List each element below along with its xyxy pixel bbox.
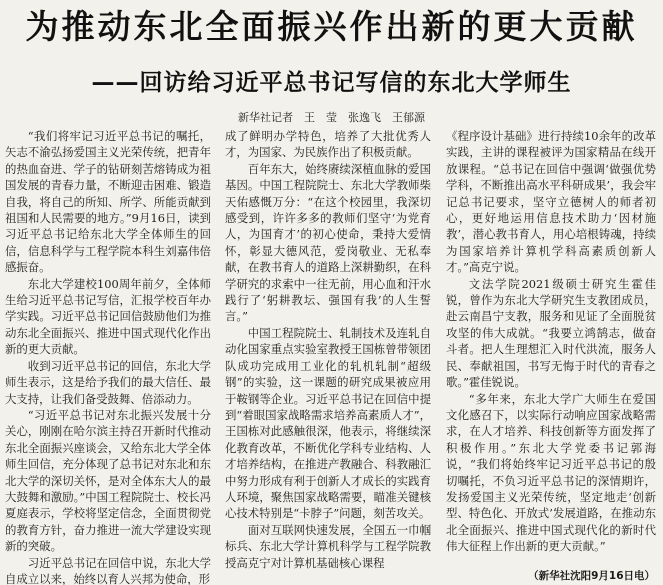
article-paragraph: “习近平总书记对东北振兴发展十分关心，刚刚在哈尔滨主持召开新时代推动东北全面振兴座谈会，又给东北大学全体师生回信，充分体现了总书记对东北和东北大学的深切关怀，是对全体东大人的最大鼓舞和激励。”中国工程院院士、校长冯夏庭表示，学校将坚定信念，全面贯彻党的教育方针，奋力推进一流大学建设实现新的突破。 [5,407,211,554]
article-column-2 [225,128,431,585]
article-paragraph: 成了鲜明办学特色，培养了大批优秀人才，为国家、为民族作出了积极贡献。 [225,129,431,160]
article-paragraph: 习近平总书记在回信中说，东北大学自成立以来，始终以育人兴邦为使命，形 [5,555,211,585]
dateline: （新华社沈阳9月16日电） [522,567,655,585]
article-column-3 [446,128,656,585]
article-paragraph: 中国工程院院士、轧制技术及连轧自动化国家重点实验室教授王国栋曾带领团队成功完成用工业化的轧机轧制“超级钢”的实验，这一课题的研究成果被应用于鞍钢等企业。习近平总书记在回信中提到“着眼国家战略需求培养高素质人才”，王国栋对此感触很深，他表示，将继续深化教育改革，不断优化学科专业结构、人才培养结构，在推进产教融合、科教融汇中努力形成有利于创新人才成长的实践育人环境，聚焦国家战略需要，瞄准关键核心技术特别是“卡脖子”问题，刻苦攻关。 [225,325,431,521]
article-paragraph: “我们将牢记习近平总书记的嘱托，矢志不渝弘扬爱国主义光荣传统，把青年的热血奋进、学子的钻研刻苦熔铸成为祖国发展的青春力量，不断迎击困难、锻造自我，将自己的所知、所学、所能贡献到祖国和人民需要的地方。”9月16日，读到习近平总书记给东北大学全体师生的回信，信息科学与工程学院本科生刘嘉伟倍感振奋。 [5,129,211,275]
article-paragraph: “多年来，东北大学广大师生在爱国文化感召下，以实际行动响应国家战略需求，在人才培养、科技创新等方面发挥了积极作用。”东北大学党委书记郭海说，“我们将始终牢记习近平总书记的殷切嘱托，不负习近平总书记的深情期许，发扬爱国主义光荣传统，坚定地走‘创新型、特色化、开放式’发展道路，在推动东北全面振兴、推进中国式现代化的新时代伟大征程上作出新的更大贡献。” [446,391,656,554]
article-paragraph: 东北大学建校100周年前夕，全体师生给习近平总书记写信，汇报学校百年办学实践。习近平总书记回信鼓励他们为推动东北全面振兴、推进中国式现代化作出新的更大贡献。 [5,276,211,357]
article-paragraph: 面对互联网快速发展，全国五一巾帼标兵、东北大学计算机科学与工程学院教授高克宁对计算机基础核心课程 [225,522,431,570]
article-paragraph: 收到习近平总书记的回信，东北大学师生表示，这是给予我们的最大信任、最大支持，让我们备受鼓舞、倍添动力。 [5,358,211,406]
article-paragraph: 《程序设计基础》进行持续10余年的改革实践，主讲的课程被评为国家精品在线开放课程。“总书记在回信中强调‘做强优势学科，不断推出高水平科研成果’，我会牢记总书记要求，坚守立德树人的师者初心，更好地运用信息技术助力‘因材施教’，潜心教书育人，用心培根铸魂，持续为国家培养计算机学科高素质创新人才。”高克宁说。 [446,129,656,275]
article-column-1 [5,128,211,585]
article-paragraph: 百年东大，始终赓续深植血脉的爱国基因。中国工程院院士、东北大学教师柴天佑感慨万分：“在这个校园里，我深切感受到，许许多多的教师们坚守‘为党育人，为国育才’的初心使命，秉持大爱情怀，彰显大德风范，爱岗敬业、无私奉献，在教书育人的道路上深耕勤织，在科学研究的求索中一往无前，用心血和汗水践行了‘躬耕教坛、强国有我’的人生誓言。” [225,161,431,324]
byline: 新华社记者 王 莹 张逸飞 王郁源 [238,111,425,124]
headline: 为推动东北全面振兴作出新的更大贡献 [25,7,638,46]
article-paragraph: 文法学院2021级硕士研究生霍佳锐，曾作为东北大学研究生支教团成员，赴云南昌宁支教，服务和见证了全面脱贫攻坚的伟大成就。“我要立鸿鹄志，做奋斗者。把人生理想汇入时代洪流，服务人民、奉献祖国，书写无悔于时代的青春之歌。”霍佳锐说。 [446,276,656,390]
subheadline: ——回访给习近平总书记写信的东北大学师生 [91,70,572,96]
